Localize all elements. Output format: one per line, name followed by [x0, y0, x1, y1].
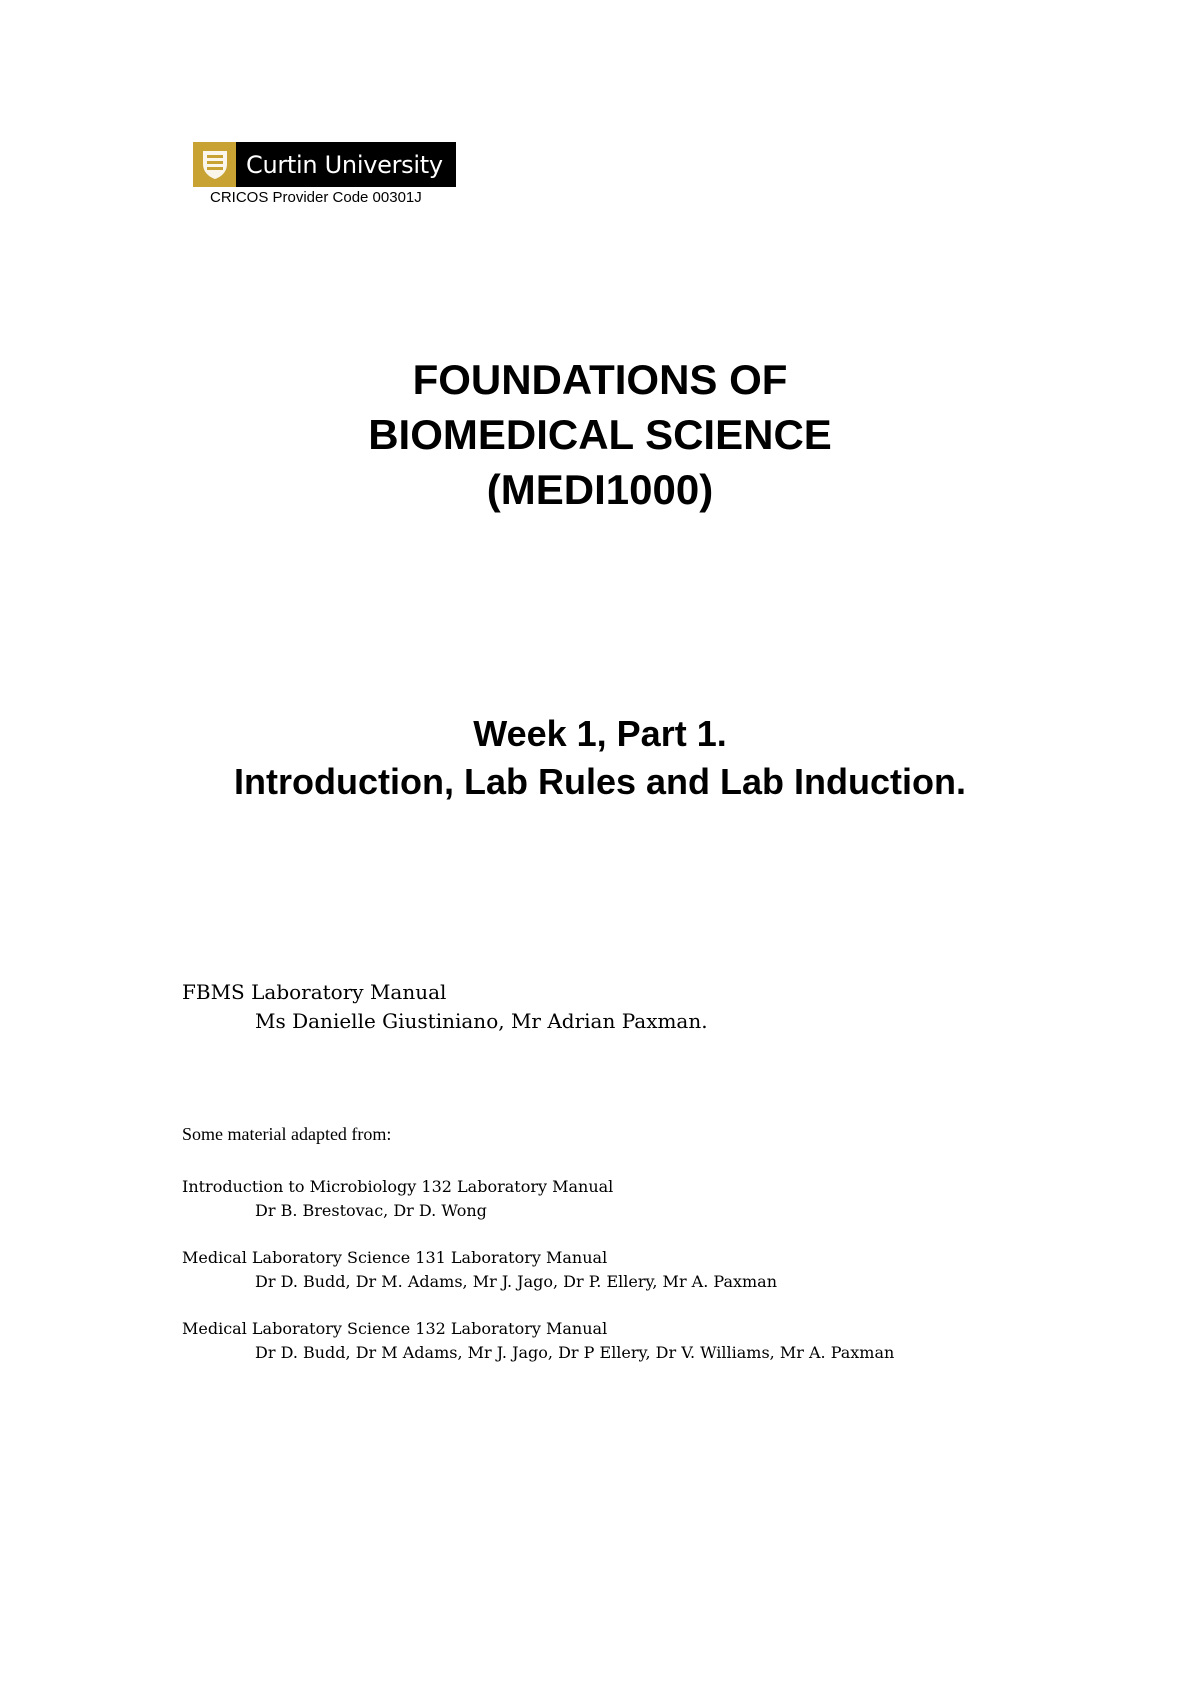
manual-authors: Ms Danielle Giustiniano, Mr Adrian Paxman. — [255, 1009, 708, 1033]
topic-title: Introduction, Lab Rules and Lab Induction. — [234, 761, 966, 802]
source-list — [182, 1175, 894, 1388]
week-part-label: Week 1, Part 1. — [473, 713, 727, 754]
course-title-line-1: FOUNDATIONS OF — [412, 356, 788, 403]
week-subtitle — [0, 710, 1200, 806]
cricos-provider-code: CRICOS Provider Code 00301J — [210, 189, 422, 206]
source-authors: Dr D. Budd, Dr M. Adams, Mr J. Jago, Dr P. Ellery, Mr A. Paxman — [255, 1272, 778, 1291]
course-code: (MEDI1000) — [486, 466, 714, 513]
curtin-university-logo — [193, 142, 456, 187]
source-title: Introduction to Microbiology 132 Laboratory Manual — [182, 1177, 614, 1196]
source-title: Medical Laboratory Science 131 Laboratory Manual — [182, 1248, 608, 1267]
source-authors: Dr B. Brestovac, Dr D. Wong — [255, 1201, 487, 1220]
source-item — [182, 1175, 894, 1223]
source-item — [182, 1317, 894, 1365]
course-title-line-2: BIOMEDICAL SCIENCE — [368, 411, 832, 458]
university-crest-icon — [193, 142, 236, 187]
source-authors: Dr D. Budd, Dr M Adams, Mr J. Jago, Dr P Ellery, Dr V. Williams, Mr A. Paxman — [255, 1343, 895, 1362]
source-title: Medical Laboratory Science 132 Laboratory Manual — [182, 1319, 608, 1338]
manual-credit — [182, 978, 708, 1036]
adapted-from-label: Some material adapted from: — [182, 1124, 392, 1144]
course-title — [0, 352, 1200, 517]
source-item — [182, 1246, 894, 1294]
manual-title: FBMS Laboratory Manual — [182, 980, 447, 1004]
logo-wordmark: Curtin University — [246, 150, 443, 179]
